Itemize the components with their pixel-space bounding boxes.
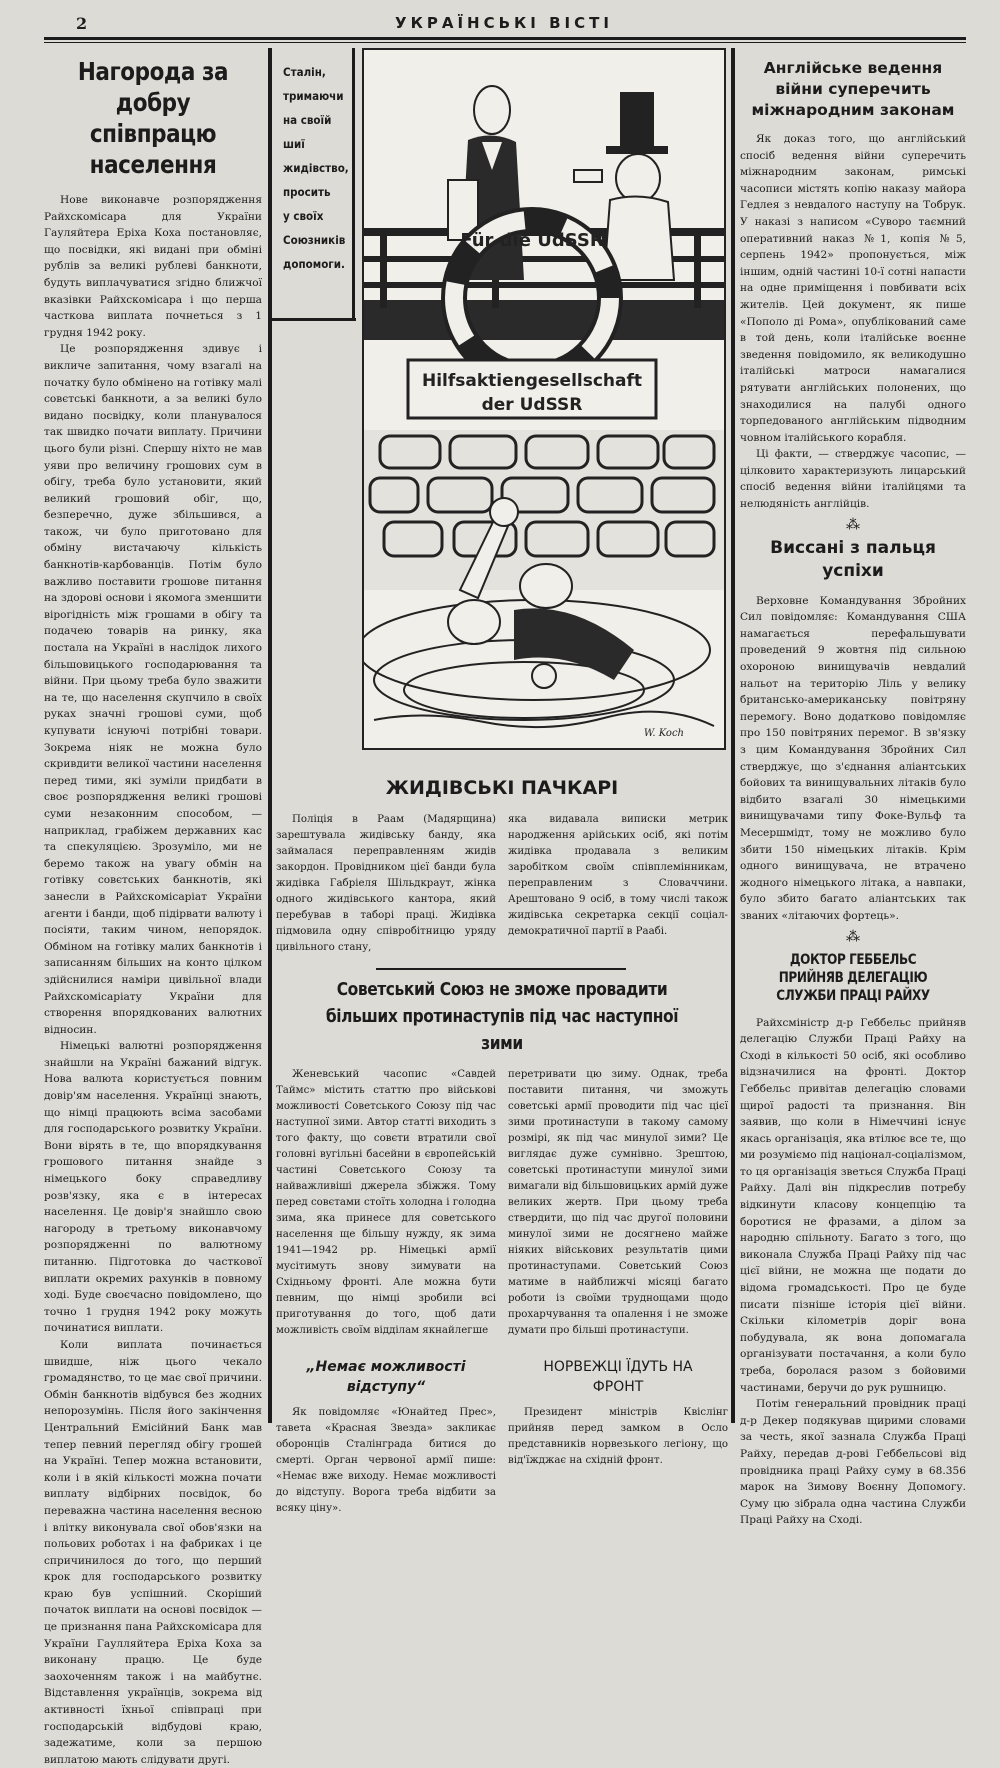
article-paragraph: Як доказ того, що англійський спосіб ведення війни суперечить міжнародним законам, римські часописи містять копію наказу майора Гедлея з невдалого наступу на Тобрук. У наказі з написом «Суворо таємний оперативний наказ №1, копія №5, серпень 1942» пропонується, між іншим, одній частині 10-ї сотні напасти на одне приміщення і повбивати всіх жителів. Цей документ, як пише «Пополо ді Рома», опублікований саме в той день, коли італійське воєнне зведення повідомило, як великодушно італійські матроси намагалися рятувати англійських полонених, що знаходилися на палубі одного торпедованого англійським підводним човном італійського корабля. [740, 133, 966, 444]
article-no-retreat [276, 1357, 496, 1517]
caption-line: просить [283, 185, 331, 199]
article-paragraph: Коли виплата починається швидше, ніж цього чекало громадянство, то це має свої причини. Обмін банкнотів відбувся без жодних непорозумінь. Після його закінчення Центральний Емісійний Банк мав тепер певний перегляд обігу грошей на Україні. Тепер можна встановити, коли і в якій кількості можна почати виплату відбірних посвідок, бо переважна частина населення весною і влітку виконувала свої обов'язки на польових роботах і на фабриках і це спричинилося до того, що перший крок для господарського розвитку краю був успішний. Скоріший початок виплати на основі посвідок — це признання пана Райхскомісара для України Гаулляйтера Еріха Коха за виконану працю. Це буде заохоченням також і на майбутнє. Відставлення українців, зокрема від активності їхньої співпраці при господарській відбудові краю, задежатиме, коли за першою виплатою мають слідувати другі. [44, 1338, 262, 1766]
column-rule-1 [268, 48, 272, 1423]
bottom-articles [276, 1357, 728, 1517]
headline-goebbels: ДОКТОР ГЕББЕЛЬС ПРИЙНЯВ ДЕЛЕГАЦІЮ СЛУЖБИ ПРАЦІ РАЙХУ [776, 951, 930, 1004]
article-paragraph: Німецькі валютні розпорядження знайшли на Україні бажаний відгук. Нова валюта користується повним довір'ям населення. Українці знають, що німці працюють всіма засобами для господарського розвитку України. Вони вірять в те, що впорядкування грошового питання знайде з німецького боку справедливу розв'язку, яка є в інтересах населення. Це довір'я знайшло свою нагороду в третьому виконавчому розпорядженні по валютному питанню. Підготовка до часткової виплати окремих рахунків в повному ході. Буде своєчасно повідомлено, що точно 1 грудня 1942 року можуть починатися виплати. [44, 1040, 262, 1335]
artist-signature: W. Koch [643, 728, 684, 739]
masthead [44, 14, 964, 36]
article-paragraph: Верховне Командування Збройних Сил повідомляє: Командування США намагається перефальшувати проведений 9 жовтня під сильною охороною винищувачів невдалий нальот на територію Ліль у велику британсько-американську повітряну перемогу. Воно додатково повідомляє про 150 повітряних перемог. В зв'язку з цим Командування Збройних Сил стверджує, що з'єднання аліантських бойових та винищувальних літаків було відбито взагалі 30 німецькими винищувачами типу Фоке-Вульф та Месершмідт, тому не можливо було збити 150 німецьких літаків. Крім одного винищувача, не втрачено жодного німецького літака, а навпаки, було збито багато аліантських так званих «літаючих фортець». [740, 594, 966, 922]
article-paragraph: Потім генеральний провідник праці д-р Декер подякував щирими словами за честь, якої зазнала Служба Праці Райху, передав д-рові Геббельсові від провідника праці Райху суму в 68.356 марок на Зимову Воєнну Допомогу. Суму цю зібрала одна частина Служби Праці Райху на Сході. [740, 1398, 966, 1527]
article-paragraph: Ці факти, — стверджує часопис, — цілковито характеризують лицарський спосіб ведення війни італійцями та нелюдяність англійців. [740, 448, 966, 511]
asterism-divider: ⁂ [846, 516, 860, 533]
caption-line: у своїх [283, 209, 324, 223]
headline-reward: Нагорода за добру співпрацю населення [77, 57, 229, 179]
caption-line: Сталін, [283, 65, 326, 79]
article-paragraph: Нове виконавче розпорядження Райхскомісара для України Гауляйтера Еріха Коха постановляє, що посвідки, які видані при обміні рублів за великі рублеві банкноти, будуть виплачуватися згідно ближчої вказівки Райхскомісара і що перша часткова виплата почнеться з 1 грудня 1942 року. [44, 194, 262, 339]
headline-soviet-winter: Советський Союз не зможе провадити більших протинаступів під час наступної зими [325, 979, 679, 1054]
masthead-rule-bottom [44, 42, 966, 43]
caption-line: на своїй [283, 113, 332, 127]
lifebuoy-text: Für die UdSSR [460, 230, 604, 251]
middle-column [276, 762, 728, 1517]
article-smugglers [276, 812, 728, 956]
newspaper-title: УКРАЇНСЬКІ ВІСТІ [395, 14, 613, 32]
article-fabricated-successes [740, 593, 966, 925]
caption-line: шиї [283, 137, 305, 151]
headline-fabricated-successes: Виссані з пальця успіхи [770, 537, 936, 581]
article-soviet-left: Женевський часопис «Савдей Таймс» містить статтю про військові можливості Советського Союзу під час наступної зими. Автор статті виходить з того факту, що совєти втратили свої головні вугільні басейни в європейській частині Советського Союзу та найважливіші джерела збіжжя. Тому перед совєтами стоїть холодна і голодна зима, яка принесе для советського населення ще більшу нужду, як зима 1941—1942 рр. Німецькі армії мусітимуть знову зимувати на Східньому фронті. Але можна бути певним, що німці зробили всі приготування до того, щоб дати можливість своїм відділам якнайлегше [276, 1069, 496, 1336]
article-soviet-right: перетривати цю зиму. Однак, треба поставити питання, чи зможуть советські армії проводити під час цієї зими протинаступи в такому самому розмірі, як під час минулої зими? Це виглядає дуже сумнівно. Зрештою, советські протинаступи минулої зими вимагали від більшовицьких армій дуже великих жертв. При цьому треба ствердити, що під час другої половини минулої зими не досягнено майже ніяких військових результатів цими протинаступами. Советський Союз матиме в найближчі місяці багато роботи із своїми труднощами щодо прохарчування та опалення і не зможе думати про більші протинаступи. [508, 1069, 728, 1336]
caption-rule-bottom [272, 318, 356, 321]
headline-smugglers: ЖИДІВСЬКІ ПАЧКАРІ [385, 777, 619, 799]
article-norwegians-body: Президент міністрів Квіслінг прийняв перед замком в Осло представників норвезького легіону, що від'їжджає на східній фронт. [508, 1407, 728, 1466]
column-rule-4 [731, 48, 735, 1423]
article-goebbels [740, 1015, 966, 1529]
article-english-warfare [740, 131, 966, 513]
article-reward-body [44, 192, 262, 1768]
article-paragraph: Райхсміністр д-р Геббельс прийняв делегацію Служби Праці Райху на Сході в кількості 50 осіб, які особливо відзначилися на фронті. Доктор Геббельс привітав делегацію словами щирої радості та признання. Він заявив, що коли в Німеччині існує якась організація, яка втілює все те, що ми розуміємо під націонал-соціалізмом, то ця організація зветься Служба Праці Райху. Далі він підкреслив потребу відкинути класову концепцію та боротися не фразами, а ділом за народню спільноту. Багато з того, що виконала Служба Праці Райху під час цієї війни, не можна ще подати до відома громадськості. Про це буде писати пізніше історія цієї війни. Скільки кілометрів доріг вона побудувала, як вона допомагала організувати постачання, а коли було треба, боролася разом з бойовими частинами, беручи до рук рушницю. [740, 1016, 966, 1394]
caption-line: Союзників [283, 233, 346, 247]
article-smugglers-left: Поліція в Раам (Мадярщина) зарештувала жидівську банду, яка займалася переправленням жидів закордон. Провідником цієї банди була жидівка Габріеля Шільдкраут, жінка одного жидівського кантора, який перебував в таборі праці. Жидівка підмовила одну співробітницю уряду цивільного стану, [276, 814, 496, 953]
headline-norwegians: НОРВЕЖЦІ ЇДУТЬ НА ФРОНТ [543, 1359, 693, 1395]
cartoon-drawing [364, 50, 724, 748]
column-4 [740, 58, 966, 1529]
article-smugglers-right: яка видавала виписки метрик народження арійських осіб, які потім жидівка продавала з великим заробітком своїм співплемінникам, переправленим з Словаччини. Арештовано 9 осіб, в тому числі також жидівська секретарка секції соціал-демократичної партії в Раабі. [508, 814, 728, 937]
article-no-retreat-body: Як повідомляє «Юнайтед Прес», тавета «Красная Звезда» закликає оборонців Сталінграда битися до смерті. Орган червоної армії пише: «Немає вже виходу. Немає можливості до відступу. Ворога треба відбити за всяку ціну». [276, 1407, 496, 1514]
article-norwegians [508, 1357, 728, 1517]
sign-line1: Hilfsaktiengesellschaft [421, 371, 643, 391]
caption-line: тримаючи [283, 89, 344, 103]
headline-english-warfare: Англійське ведення війни суперечить міжнародним законам [751, 59, 955, 119]
headline-no-retreat: „Немає можливості відступу“ [306, 1359, 466, 1395]
masthead-rule-top [44, 37, 966, 40]
caption-line: допомоги. [283, 257, 345, 271]
caption-rule [352, 48, 355, 318]
article-paragraph: Це розпорядження здивує і викличе запитання, чому взагалі на початку було обмінено на готівку малі совєтські банкноти, а за великі було видано посвідку, коли планувалося так швидко почати виплату. Причини цього були різні. Спершу ніхто не мав уяви про величину грошових сум в обігу, треба було установити, який великий грошовий обіг, що, безперечно, дуже збільшився, а також, чи було приготовано для обміну вистачаючу кількість банкнотів-карбованців. Потім було важливо поставити грошове питання на здорові основи і якомога зменшити вірогідність між грошами в обігу та подачею товарів на ринку, яка постала на Україні в наслідок лихого більшовицького господарювання та війни. При цьому треба було зважити на те, що населення скупчило в своїх руках значні грошові суми, щоб купувати існуючі потрібні товари. Зокрема ніяк не можна було скривдити великої частини населення перед тими, які зуміли придбати в своє розпорядження великі грошові суми незаконним способом, — наприклад, грабіжем державних кас та спекуляцією. Зрозуміло, ми не беремо також на увагу обмін на готівку совєтських банкнотів, які занесли в Райхскомісаріат України агенти і банди, щоб підірвати валюту і посіяти, таким чином, непорядок. Обміном на готівку малих банкнотів і записанням більших на конто цілком здійснилися наміри цивільної влади Райхскомісаріату України для створення впорядкованих валютних відносин. [44, 343, 262, 1036]
sign-line2: der UdSSR [481, 395, 583, 415]
column-1 [44, 52, 262, 1768]
middle-rule [376, 968, 626, 970]
cartoon-illustration [362, 48, 726, 750]
cartoon-caption [283, 60, 351, 276]
article-soviet-winter [276, 1067, 728, 1339]
asterism-divider: ⁂ [846, 928, 860, 945]
page-number: 2 [76, 14, 88, 33]
caption-line: жидівство, [283, 161, 349, 175]
